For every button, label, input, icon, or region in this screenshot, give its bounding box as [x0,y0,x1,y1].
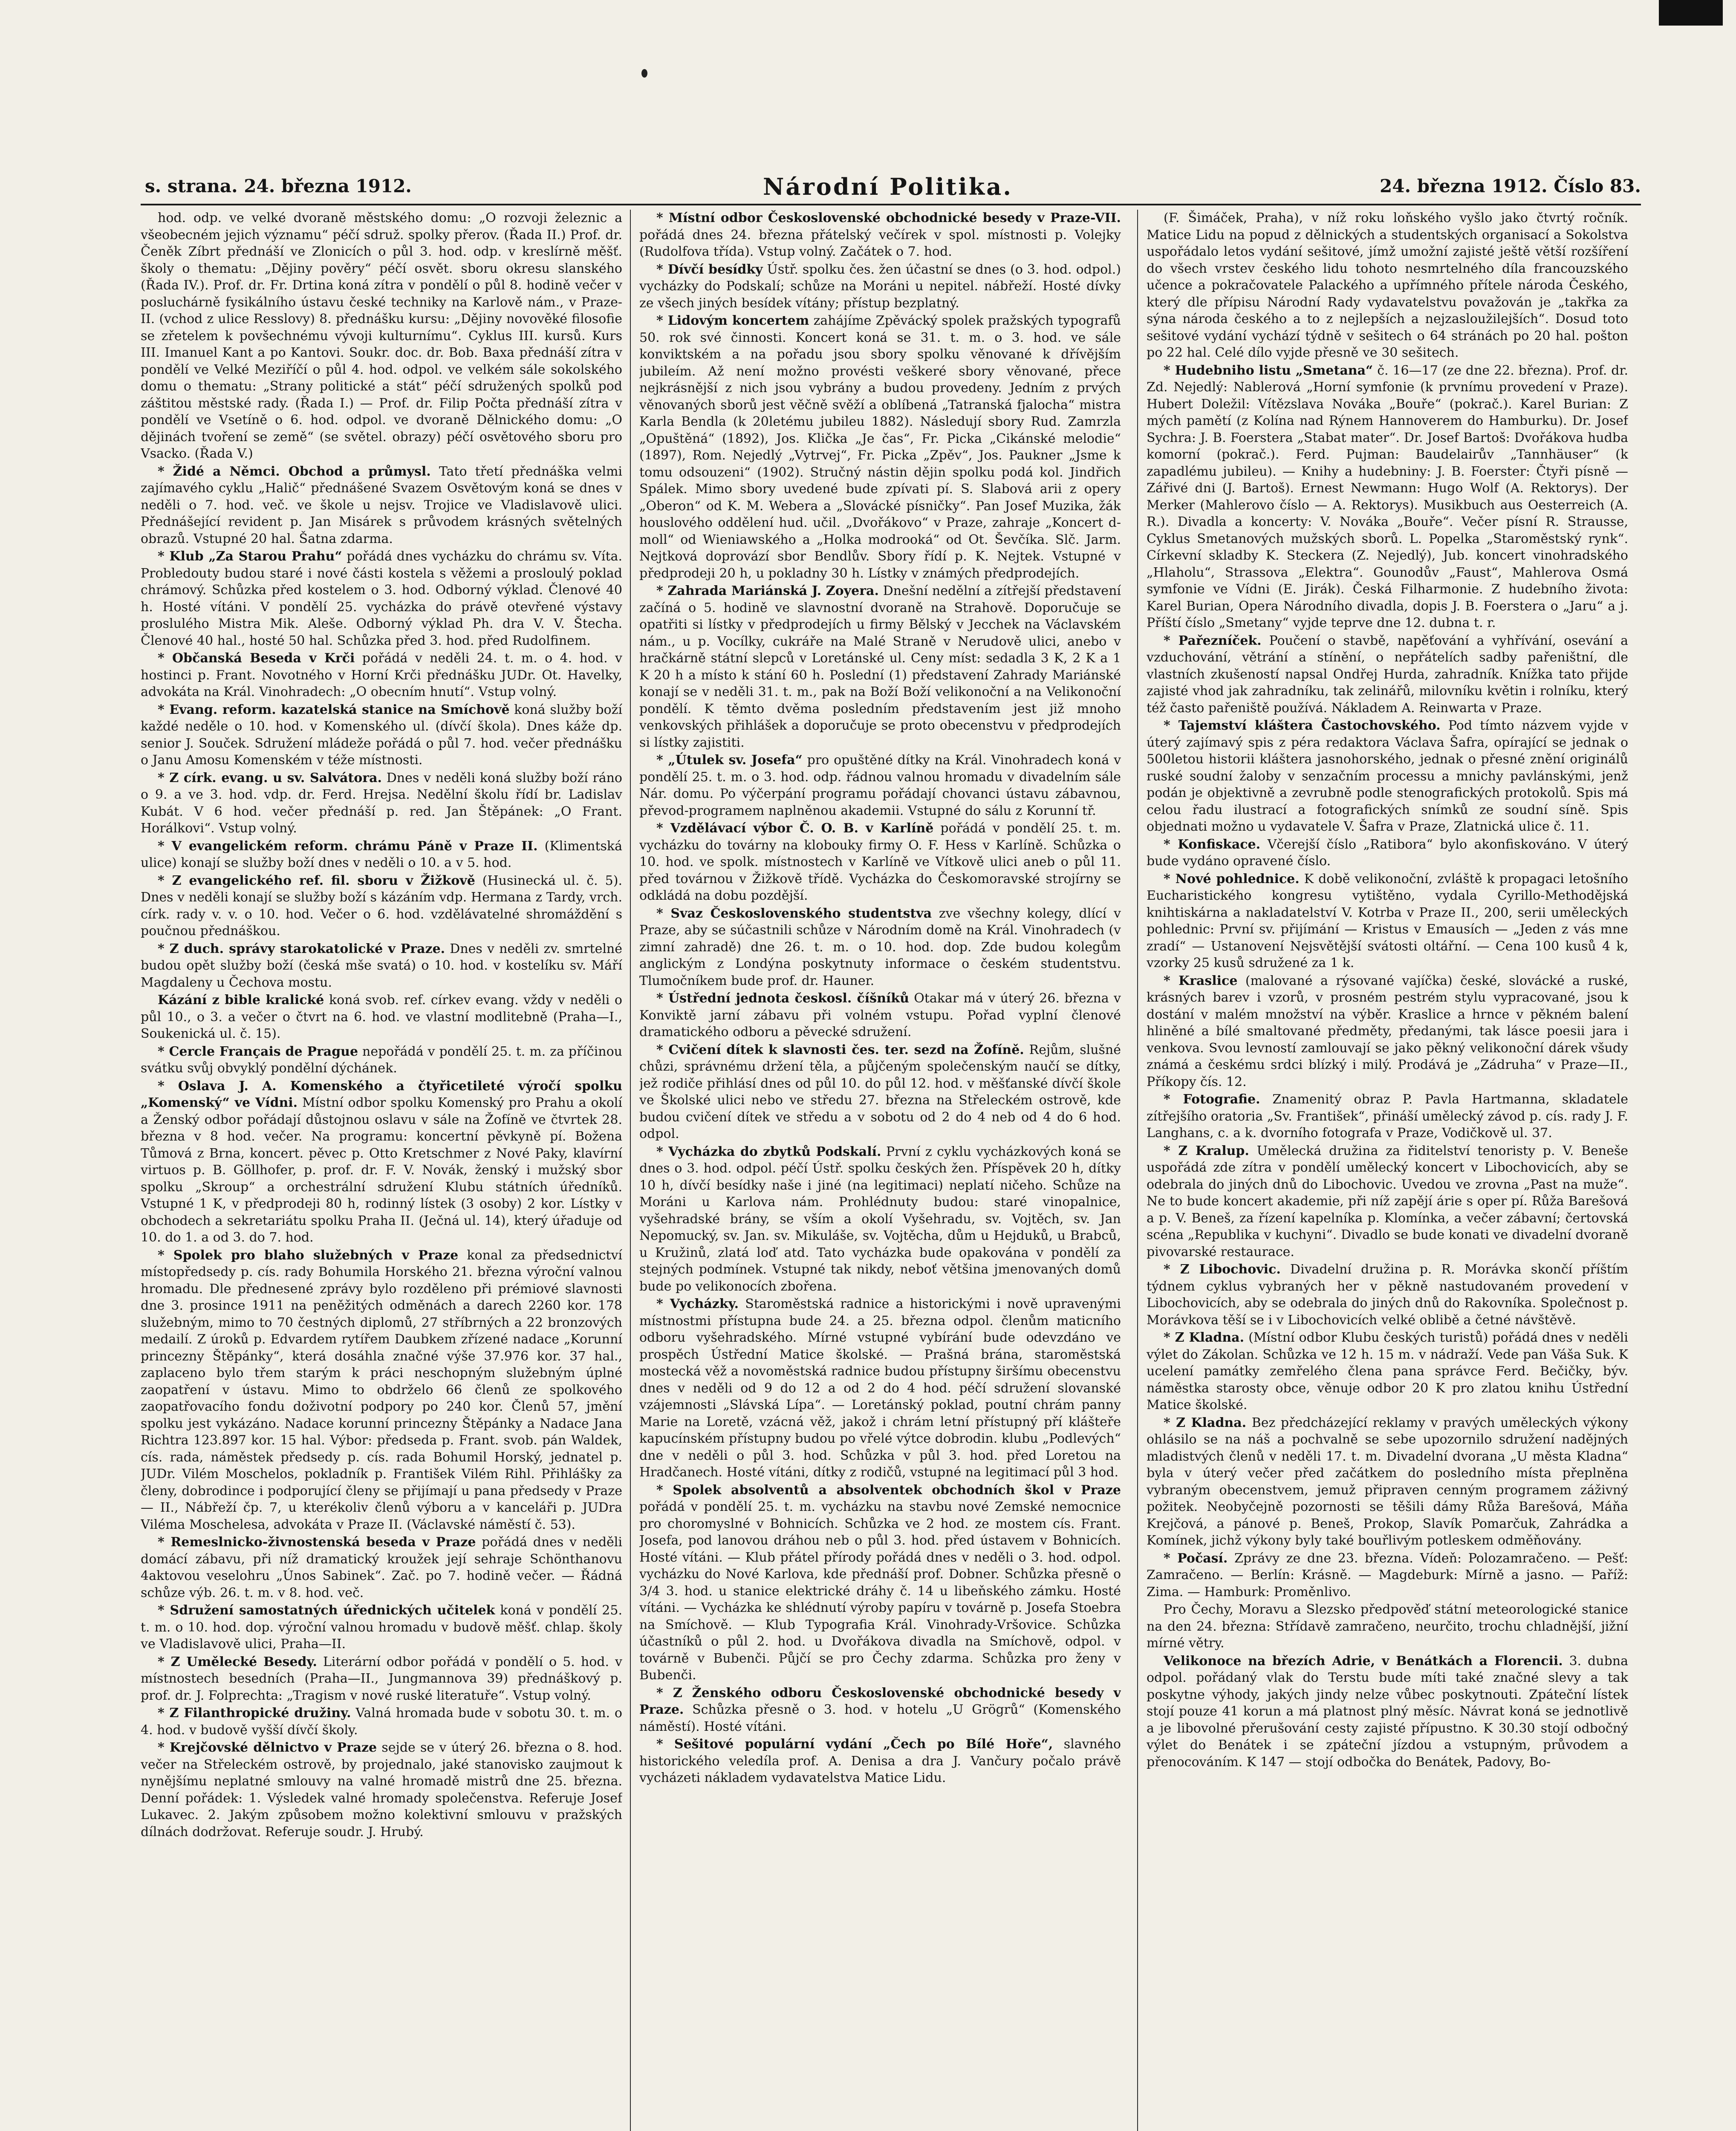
article-paragraph [141,1654,622,1704]
article-paragraph [639,1685,1121,1735]
column-divider [1137,210,1138,2131]
article-heading: * Vycházka do zbytků Podskalí. [656,1144,881,1159]
article-paragraph [639,1042,1121,1143]
article-text: Schůzka přesně o 3. hod. v hotelu „U Grögrů“ (Komenského náměstí). Hosté vítáni. [639,1702,1121,1734]
article-text: (Husinecká ul. č. 5). Dnes v neděli konají se služby boží s kázáním vdp. Hermana z Tardy, vrch. círk. rady v. v. o 10. hod. Večer o 6. hod. vzdělávatelné shromáždění s poučnou přednáškou. [141,873,622,938]
article-paragraph [1147,1143,1628,1261]
article-heading: * „Útulek sv. Josefa“ [656,753,803,768]
article-text: Znamenitý obraz P. Pavla Hartmanna, skladatele zítřejšího oratoria „Sv. František“, přináší umělecký závod p. cís. rady J. F. Langhans, c. a k. dvorního fotografa v Praze, Vodičkově ul. 37. [1147,1092,1628,1141]
article-heading: * Z Libochovic. [1164,1262,1281,1277]
article-paragraph [1147,836,1628,870]
article-heading: * Z Umělecké Besedy. [158,1654,317,1669]
article-text: Divadelní družina p. R. Morávka skončí příštím týdnem cyklus vybraných her v pěkně nastudovaném provedení v Libochovicích, aby se odebrala do jiných dnů do Rakovníka. Společnost p. Morávkova těší se i v Libochovicích velké oblibě a četné návštěvě. [1147,1262,1628,1328]
article-paragraph [639,1482,1121,1684]
article-heading: * Nové pohlednice. [1164,871,1300,886]
article-heading: * Spolek pro blaho služebných v Praze [158,1247,459,1263]
article-heading: * Konfiskace. [1164,837,1261,852]
article-paragraph [639,312,1121,582]
article-heading: * Sdružení samostatných úřednických učitelek [158,1603,495,1618]
article-text: Dnes v neděli zv. smrtelné budou opět služby boží (česká mše svatá) o 10. hod. v kostelíku sv. Máří Magdaleny u Čechova mostu. [141,941,622,990]
article-heading: * Z evangelického ref. fil. sboru v Žižkově [158,873,475,888]
article-text: Bez předcházející reklamy v pravých uměleckých výkony ohlásilo se na náš a pochvalně se sebe upozornilo sdružení nadějných mladistvých členů v neděli 17. t. m. Divadelní dvorana „U města Kladna“ byla v úterý večer před začátkem do posledního místa přeplněna vybraným obecenstvem, jemuž připraven cenným programem záživný požitek. Neobyčejně pozornosti se těšili dámy Růža Barešová, Máňa Krejčová, a pánové p. Beneš, Prokop, Slavík Pomarčuk, Zahrádka a Komínek, jichž výkony byly také bouřlivým potleskem odměňovány. [1147,1415,1628,1548]
article-text: pořádá dnes vycházku do chrámu sv. Víta. Probledouty budou staré i nové části kostela s věžemi a prosloulý poklad chrámový. Schůzka před kostelem o 3. hod. Odborný výklad. Členové 40 h. Hosté vítáni. V pondělí 25. vycházka do právě otevřené výstavy proslulého Mistra Mik. Aleše. Odborný výklad Ph. dra V. V. Štecha. Členové 40 hal., hosté 50 hal. Schůzka před 3. hod. před Rudolfinem. [141,549,622,648]
article-paragraph [141,1602,622,1653]
article-paragraph [639,261,1121,312]
article-heading: * Kraslice [1164,973,1238,988]
article-text: (malované a rýsované vajíčka) české, slovácké a ruské, krásných barev i vzorů, v prosném pestrém stylu vypracované, jsou k dostání v malém množství na výběr. Kraslice a hrnce v pěkném balení hliněné a bílé smaltované předměty, předanými, tak lásce poesii jara i venkova. Svou levností zamlouvají se jako pěkný velikonoční dárek všudy známá a českému srdci blízký i milý. Prodává je „Zádruha“ v Praze—II., Příkopy čís. 12. [1147,973,1628,1089]
article-paragraph [1147,210,1628,361]
article-paragraph [141,992,622,1042]
article-text: (F. Šimáček, Praha), v níž roku loňského vyšlo jako čtvrtý ročník. Matice Lidu na popud z dělnických a studentských organisací a Sokolstva uspořádalo letos vydání sešitové, jímž umožní zajisté ještě větší rozšíření do všech vrstev českého lidu tohoto nesmrtelného díla francouzského učence a pokračovatele Palackého a upřímného přítele národa Českého, který dle přípisu Národní Rady vydavatelstvu považován je „takřka za sýna národa českého a to z nejlepších a nejzasloužilejších“. Dosud toto sešitové vydání vychází týdně v sešitech o 64 stránách po 20 hal. pošton po 22 hal. Celé dílo vyjde přesně ve 30 sešitech. [1147,211,1628,360]
article-text: Otakar má v úterý 26. března v Konviktě jarní zábavu při volném vstupu. Pořad vyplní členové dramatického odboru a pěvecké sdružení. [639,991,1121,1040]
article-paragraph [141,210,622,462]
article-paragraph [141,463,622,548]
article-heading: * Cvičení dítek k slavnosti čes. ter. sezd na Žofíně. [656,1042,1024,1057]
article-paragraph [141,548,622,649]
scan-speck [641,69,647,78]
article-paragraph [141,872,622,940]
article-heading: * Ústřední jednota českosl. číšníků [656,991,909,1006]
article-text: Ústř. spolku čes. žen účastní se dnes (o 3. hod. odpol.) vycházky do Podskalí; schůze na Moráni u nepitel. nábřeží. Hosté dívky ze všech jiných besídek vítány; přístup bezplatný. [639,262,1121,311]
masthead-title: Národní Politika. [763,173,1013,200]
article-text: Dnes v neděli koná služby boží ráno o 9. a ve 3. hod. vdp. dr. Ferd. Hrejsa. Nedělní školu řídí br. Ladislav Kubát. V 6 hod. večer přednáší p. red. Jan Štěpánek: „O Frant. Horálkovi“. Vstup volný. [141,770,622,836]
article-heading: * Klub „Za Starou Prahu“ [158,549,342,564]
article-heading: * Z Kralup. [1164,1143,1249,1158]
article-heading: * Z Filanthropické družiny. [158,1706,351,1721]
article-heading: * Svaz Československého studentstva [656,906,932,921]
article-paragraph [1147,1329,1628,1414]
article-heading: * Z Ženského odboru Československé obchodnické besedy v Praze. [639,1685,1121,1717]
article-paragraph [1147,632,1628,717]
article-text: Včerejší číslo „Ratibora“ bylo akonfiskováno. V úterý bude vydáno opravené číslo. [1147,837,1628,869]
article-text: K době velikonoční, zvláště k propagaci letošního Eucharistického kongresu vytištěno, vydala Cyrillo-Methodějská knihtiskárna a nakladatelství V. Kotrba v Praze II., 200, serii uměleckých pohlednic: První sv. přijímání — Kristus v Emausích — „Jeden z vás mne zradí“ — Ustanovení Nejsvětější svátosti oltářní. — Cena 100 kusů 4 k, vzorky 25 kusů sdružené za 1 k. [1147,871,1628,970]
article-text: Staroměstská radnice a historickými i nově upravenými místnostmi přístupna bude 24. a 25. března odpol. členům maticního odboru vyšehradského. Mírné vstupné vybírání bude odevzdáno ve prospěch Ústřední Matice školské. — Prašná brána, staroměstská mostecká věž a novoměstská radnice budou přístupny širšímu obecenstvu dnes v neděli od 9 do 12 a od 2 do 4 hod. péčí sdružení slovanské vzájemnosti „Slávská Lípa“. — Loretánský poklad, poutní chrám panny Marie na Loretě, vzácná věž, jakož i chrám letní přístupný pří klášteře kapucínském přístupny budou po vřelé výtce dobrodin. klubu „Podlevých“ dne v neděli o půl 3. hod. Schůzka v půl 3. hod. před Loretou na Hradčanech. Hosté vítáni, dítky z rodičů, vstupné na legitimací půl 3 hod. [639,1297,1121,1480]
article-text: Pro Čechy, Moravu a Slezsko předpověď státní meteorologické stanice na den 24. března: Střídavě zamračeno, neurčito, trochu chladnější, jižní mírné větry. [1147,1602,1628,1651]
article-text: Poučení o stavbě, napěťování a vyhřívání, osevání a vzduchování, větrání a stínění, o nepřátelích sadby pařeništní, dle vlastních zkušeností napsal Ondřej Hurda, zahradník. Knížka tato přijde zajisté vhod jak zahradníku, tak zelinářů, milovníku květin i rolníku, který též často pařeniště používá. Nákladem A. Reinwarta v Praze. [1147,633,1628,716]
article-text: Umělecká družina za řiditelství tenoristy p. V. Beneše uspořádá zde zítra v pondělí umělecký koncert v Libochovicích, aby se odebrala do jiných dnů do Libochovic. Uvedou ve zrovna „Past na muže“. Ne to bude koncert akademie, při níž zapějí árie s oper pí. Růža Barešová a p. V. Beneš, za řízení kapelníka p. Klomínka, a večer zábavní; čertovská scéna „Republika v kuchyni“. Divadlo se bude konati ve divadelní dvoraně pivovarské restaurace. [1147,1143,1628,1259]
article-text: (Místní odbor Klubu českých turistů) pořádá dnes v neděli výlet do Zákolan. Schůzka ve 12 h. 15 m. v nádraží. Vede pan Váša Suk. K ucelení památky zemřelého člena pana správce Ferd. Bečičky, býv. náměstka starosty obce, věnuje odbor 20 K pro zlatou knihu Ústřední Matice školské. [1147,1330,1628,1412]
article-heading: Kázání z bible kralické [158,993,324,1008]
article-paragraph [639,990,1121,1041]
article-heading: * Spolek absolventů a absolventek obchodních škol v Praze [656,1482,1121,1498]
article-text: 3. dubna odpol. pořádaný vlak do Terstu bude míti také značné slevy a tak poskytne výhody, jakých jindy nelze vůbec poskytnouti. Zpáteční lístek stojí pouze 41 korun a má platnost plný měsíc. Návrat koná se jednotlivě a je libovolné přerušování cesty zajisté přípustno. K 30.30 stojí odbočný výlet do Benátek i se zpáteční jízdou a vstupným, průvodem a přenocováním. K 147 — stojí odbočka do Benátek, Padovy, Bo- [1147,1653,1628,1770]
article-paragraph [141,650,622,701]
article-heading: * Evang. reform. kazatelská stanice na Smíchově [158,702,510,717]
scan-edge-mark [1659,0,1723,26]
article-paragraph [639,752,1121,819]
article-paragraph [1147,1601,1628,1652]
article-heading: * V evangelickém reform. chrámu Páně v Praze II. [158,838,538,854]
article-paragraph [639,1736,1121,1787]
header-issue-number: 24. března 1912. Číslo 83. [1380,176,1641,196]
article-heading: * Tajemství kláštera Častochovského. [1164,718,1441,733]
article-text: Tato třetí přednáška velmi zajímavého cyklu „Halič“ přednášené Svazem Osvětovým koná se dnes v neděli o 7. hod. več. ve škole u nejsv. Trojice ve Vladislavově ulici. Přednášející revident p. Jan Misárek s průvodem krásných světelných obrazů. Vstupné 20 hal. Šatna zdarma. [141,464,622,546]
article-heading: * Z círk. evang. u sv. Salvátora. [158,770,382,785]
article-paragraph [1147,1091,1628,1142]
article-paragraph [639,1296,1121,1481]
article-heading: * Počasí. [1164,1551,1228,1566]
page-header [145,173,1641,205]
article-paragraph [141,770,622,837]
article-heading: * Z Kladna. [1164,1415,1247,1430]
article-paragraph [1147,717,1628,835]
article-paragraph [1147,1653,1628,1771]
article-paragraph [639,905,1121,990]
article-heading: * Oslava J. A. Komenského a čtyřicetileté výročí spolku „Komenský“ ve Vídni. [141,1078,622,1110]
article-paragraph [141,1247,622,1533]
article-heading: * Občanská Beseda v Krči [158,651,355,666]
article-paragraph [141,941,622,991]
article-text: Literární odbor pořádá v pondělí o 5. hod. v místnostech besedních (Praha—II., Jungmannova 39) přednáškový p. prof. dr. J. Folprechta: „Tragism v nové ruské literatuře“. Vstup volný. [141,1654,622,1703]
article-text: pořádá dnes v neděli domácí zábavu, při níž dramatický kroužek její sehraje Schönthanovu 4aktovou veselohru „Únos Sabinek“. Zač. po 7. hodině večer. — Řádná schůze výb. 26. t. m. v 8. hod. več. [141,1535,622,1600]
article-text: pořádá v pondělí 25. t. m. vycházku do továrny na klobouky firmy O. F. Hess v Karlíně. Schůzka o 10. hod. ve spolk. místnostech v Karlíně ve Vítkově ulici aneb o půl 11. před továrnou v Žižkově třídě. Vycházka do Českomoravské strojírny se odkládá na dobu pozdější. [639,821,1121,903]
article-paragraph [141,1739,622,1840]
article-heading: * Hudebniho listu „Smetana“ [1164,363,1373,378]
article-paragraph [1147,871,1628,972]
article-paragraph [639,210,1121,260]
article-text: sejde se v úterý 26. března o 8. hod. večer na Střeleckém ostrově, by projednalo, jaké stanovisko zaujmout k nynějšímu neplatné smlouvy na valné hromadě mistrů dne 25. března. Denní pořádek: 1. Výsledek valné hromady společenstva. Referuje Josef Lukavec. 2. Jakým způsobem možno kolektivní smlouvu v pražských dílnách dodržovat. Referuje soudr. J. Hrubý. [141,1740,622,1839]
article-text: slavného historického veledíla prof. A. Denisa a dra J. Vančury počalo právě vycházeti nákladem vydavatelstva Matice Lidu. [639,1737,1121,1785]
article-heading: * Místní odbor Československé obchodnické besedy v Praze-VII. [656,211,1121,225]
article-paragraph [1147,1261,1628,1328]
article-text: (Klimentská ulice) konají se služby boží dnes v neděli o 10. a v 5. hod. [141,838,622,870]
article-text: Zprávy ze dne 23. března. Vídeň: Polozamračeno. — Pešť: Zamračeno. — Berlín: Krásně. — Magdeburk: Mírně a jasno. — Paříž: Zima. — Hamburk: Proměnlivo. [1147,1551,1628,1600]
article-heading: * Z duch. správy starokatolické v Praze. [158,941,445,956]
article-paragraph [141,1078,622,1246]
article-paragraph [141,1705,622,1738]
article-heading: * Cercle Français de Prague [158,1044,358,1059]
article-heading: * Židé a Němci. Obchod a průmysl. [158,464,431,479]
article-heading: * Z Kladna. [1164,1330,1245,1345]
article-text: Rejům, slušné chůzi, správnému držení těla, a půjčeným společenským naučí se dítky, jež rodiče přihlásí dnes od půl 10. do půl 12. hod. v měšťanské dívčí škole ve Školské ulici nebo ve středu 27. března na Střeleckém ostrově, kde budou cvičení dítek ve středu a v sobotu od 2 do 4 neb od 4 do 6 hod. odpol. [639,1042,1121,1141]
article-text: Valná hromada bude v sobotu 30. t. m. o 4. hod. v budově vyšší dívčí školy. [141,1706,622,1738]
article-text: nepořádá v pondělí 25. t. m. za příčinou svátku svůj obvyklý pondělní dýchánek. [141,1044,622,1076]
article-text: pořádá v pondělí 25. t. m. vycházku na stavbu nové Zemské nemocnice pro choromyslné v Bohnicích. Schůzka ve 2 hod. ze mostem cís. Frant. Josefa, pod lanovou dráhou neb o půl 3. hod. před ústavem v Bohnicích. Hosté vítáni. — Klub přátel přírody pořádá dnes v neděli o 3. hod. odpol. vycházku do Nové Karlova, kde přednáší prof. Dobner. Schůzka přesně o 3/4 3. hod. u stanice elektrické dráhy č. 14 u libeňského zámku. Hosté vítáni. — Vycházka ke shlédnutí výroby papíru v továrně p. Josefa Stoebra na Smíchově. — Klub Typografia Král. Vinohrady-Vršovice. Schůzka účastníků o půl 2. hod. u Dvořákova divadla na Smíchově, odpol. v továrně v Bubenči. Půjčí se pro Čechy zdarma. Schůzka pro ženy v Bubenči. [639,1499,1121,1683]
article-text: pořádá dnes 24. března přátelský večírek v spol. místnosti p. Volejky (Rudolfova třída). Vstup volný. Začátek o 7. hod. [639,227,1121,259]
article-text: č. 16—17 (ze dne 22. března). Prof. dr. Zd. Nejedlý: Nablerová „Horní symfonie (k prvnímu provedení v Praze). Hubert Doležil: Vítězslava Nováka „Bouře“ (pokrač.). Karel Burian: Z mých pamětí (z Kolína nad Rýnem Hannoverem do Hamburku). Dr. Josef Sychra: J. B. Foerstera „Stabat mater“. Dr. Josef Bartoš: Dvořákova hudba komorní (pokrač.). Ferd. Pujman: Baudelairův „Tannhäuser“ (k zapadlému jubileu). — Knihy a hudebniny: J. B. Foerster: Čtyři písně — Zářivé dni (J. Bartoš). Ernest Newmann: Hugo Wolf (A. Rektorys). Der Merker (Mahlerovo číslo — A. Rektorys). Musikbuch aus Oesterreich (A. R.). Divadla a koncerty: V. Nováka „Bouře“. Večer písní R. Strausse, Cyklus Smetanových mužských sborů. L. Popelka „Staroměstský rynk“. Církevní skladby K. Steckera (Z. Nejedlý), Jub. koncert vinohradského „Hlaholu“, Strassova „Elektra“. Gounodův „Faust“, Mahlerova Osmá symfonie ve Vídni (E. Jirák). Česká Filharmonie. Z hudebního života: Karel Burian, Opera Národního divadla, dopis J. B. Foerstera o „Jaru“ a j. Příští číslo „Smetany“ vyjde teprve dne 12. dubna t. r. [1147,363,1628,630]
article-text: Místní odbor spolku Komenský pro Prahu a okolí a Ženský odbor pořádají důstojnou oslavu v sále na Žofíně ve čtvrtek 28. března v 8 hod. večer. Na programu: koncertní pěvkyně pí. Božena Tůmová z Brna, koncert. pěvec p. Otto Kretschmer z Nové Paky, klavírní virtuos p. B. Göllhofer, p. prof. dr. F. V. Novák, ženský i mužský sbor spolku „Skroup“ a orchestrální sdružení Klubu státních úředníků. Vstupné 1 K, v předprodeji 80 h, rodinný lístek (3 osoby) 2 kor. Lístky v obchodech a sekretariátu spolku Praha II. (Ječná ul. 14), který úřaduje od 10. do 1. a od 3. do 7. hod. [141,1095,622,1245]
article-text: koná služby boží každé neděle o 10. hod. v Komenského ul. (dívčí škola). Dnes káže dp. senior J. Souček. Sdružení mládeže pořádá o půl 7. hod. večer přednášku o Janu Amosu Komenském v téže místnosti. [141,702,622,768]
article-heading: * Vzdělávací výbor Č. O. B. v Karlíně [656,821,934,836]
article-heading: * Fotografie. [1164,1092,1260,1107]
column-3 [1147,210,1628,2131]
article-text: Pod tímto názvem vyjde v úterý zajímavý spis z péra redaktora Václava Šafra, opírající se jednak o 500letou historii kláštera jasnohorského, jednak o přesné znění originálů ruské soudní žaloby v senzačním processu a mnichy pavlánskými, jenž podán je objektivně a zevrubně podle stenografických protokolů. Spis má celou řadu ilustrací a fotografických snímků ze soudní síně. Spis objednati možno u vydavatele V. Šafra v Praze, Zlatnická ulice č. 11. [1147,718,1628,834]
article-paragraph [639,820,1121,904]
article-heading: * Sešitové populární vydání „Čech po Bílé Hoře“, [656,1737,1053,1752]
article-paragraph [1147,362,1628,632]
article-text: koná svob. ref. církev evang. vždy v neděli o půl 10., o 3. a večer o čtvrt na 6. hod. ve vlastní modlitebně (Praha—I., Soukenická ul. č. 15). [141,993,622,1041]
column-1 [141,210,622,2131]
article-text: pro opuštěné dítky na Král. Vinohradech koná v pondělí 25. t. m. o 3. hod. odp. řádnou valnou hromadu v divadelním sále Nár. domu. Po výčerpání programu pořádají chovanci ústavu zábavnou, převod-programem naplněnou akademii. Vstupné do sálu z Korunní tř. [639,753,1121,818]
article-paragraph [141,838,622,872]
article-paragraph [1147,1415,1628,1549]
article-text: Dnešní nedělní a zítřejší představení začíná o 5. hodině ve slavnostní dvoraně na Strahově. Doporučuje se opatřiti si lístky v předprodejích u firmy Bělský v Jecchek na Václavském nám., u p. Vocílky, cukráře na Malé Straně v Nerudově ulici, anebo v hračkárně státní slepců v Loretánské ul. Ceny míst: sedadla 3 K, 2 K a 1 K 20 h a místo k stání 60 h. Poslední (1) představení Zahrady Mariánské konají se v neděli 31. t. m., pak na Boží Boží velikonoční a na Velikonoční pondělí. K těmto dvěma posledním představením jest již mnoho venkovských přihlášek a doporučuje se proto obecenstvu v předprodejích si lístky zajistiti. [639,583,1121,750]
article-paragraph [639,583,1121,751]
article-heading: * Lidovým koncertem [656,313,809,328]
column-divider [630,210,631,2131]
article-text: zahájíme Zpěvácký spolek pražských typografů 50. rok své činnosti. Koncert koná se 31. t. m. o 3. hod. ve sále konviktském a na pořadu jsou sbory spolku věnované k dřívějším jubileím. Až není možno provésti veškeré sbory věnované, přece nejkrásnější z nich jsou vybrány a budou provedeny. Jedním z prvých věnovaných sborů jest věčně svěží a oblíbená „Tatranská fjalocha“ mistra Karla Bendla (k 20letému jubileu 1882). Následují sbory Rud. Zamrzla „Opuštěná“ (1892), Jos. Klička „Je čas“, Fr. Picka „Cikánské melodie“ (1897), Rom. Nejedlý „Vytrvej“, Fr. Picka „Zpěv“, Jos. Paukner „Jsme k tomu odsouzeni“ (1902). Stručný nástin dějin spolku podá kol. Jindřich Spálek. Mimo sbory uvedené bude zpívati pí. S. Slabová arii z opery „Oberon“ od K. M. Webera a „Slovácké písničky“. Pan Josef Muzika, žák houslového oddělení hud. učil. „Dvořákovo“ v Praze, zahraje „Koncert d-moll“ od Wieniawského a „Holka modrooká“ od Ot. Ševčíka. Slč. Jarm. Nejtková doprovází sbor Bendlův. Sbory řídí p. K. Nejtek. Vstupné v předprodeji 20 h, u pokladny 30 h. Lístky v známých předprodejích. [639,313,1121,581]
article-heading: * Dívčí besídky [656,262,763,277]
article-paragraph [1147,973,1628,1091]
article-heading: Velikonoce na březích Adrie, v Benátkách a Florencii. [1164,1653,1563,1669]
article-text: hod. odp. ve velké dvoraně městského domu: „O rozvoji železnic a všeobecném jejich významu“ péčí sdruž. spolky přerov. (Řada II.) Prof. dr. Čeněk Zíbrt přednáší ve Zlonicích o půl 3. hod. odp. v kreslírně měšť. školy o thematu: „Dějiny pověry“ péčí osvět. sboru okresu slanského (Řada IV.). Prof. dr. Fr. Drtina koná zítra v pondělí o půl 8. hodině večer v posluchárně fysikálního ústavu české techniky na Karlově nám., v Praze-II. (vchod z ulice Resslovy) 8. přednášku kursu: „Dějiny novověké filosofie se zřetelem k povšechnému vývoji kulturnímu“. Cyklus III. kursů. Kurs III. Imanuel Kant a po Kantovi. Soukr. doc. dr. Bob. Baxa přednáší zítra v pondělí ve Velké Meziříčí o půl 4. hod. odpol. ve velkém sále sokolského domu o thematu: „Strany politické a stát“ péčí sdružených spolků pod záštitou městské rady. (Řada I.) — Prof. dr. Filip Počta přednáší zítra v pondělí ve Vsetíně o 6. hod. odpol. ve dvoraně Dělnického domu: „O dějinách tvoření se země“ (se světel. obrazy) péčí osvětového sboru pro Vsacko. (Řada V.) [141,211,622,461]
article-heading: * Remeslnicko-živnostenská beseda v Praze [158,1535,476,1550]
article-heading: * Krejčovské dělnictvo v Praze [158,1740,377,1755]
column-2 [639,210,1121,2131]
article-paragraph [141,1043,622,1077]
article-paragraph [639,1143,1121,1295]
article-paragraph [1147,1550,1628,1601]
header-rule [141,204,1641,205]
article-heading: * Vycházky. [656,1297,739,1311]
article-paragraph [141,702,622,769]
article-text: zve všechny kolegy, dlící v Praze, aby se súčastnili schůze v Národním domě na Král. Vinohradech (v zimní zahradě) dne 26. t. m. o 10. hod. dop. Zde budou kolegům anglickým z Londýna poskytnuty informace o českém studentstvu. Tlumočníkem bude prof. dr. Hauner. [639,906,1121,988]
article-text: koná v pondělí 25. t. m. o 10. hod. dop. výroční valnou hromadu v budově měšť. chlap. školy ve Vladislavově ulici, Praha—II. [141,1603,622,1652]
header-page-date: s. strana. 24. března 1912. [145,176,412,196]
article-text: konal za předsednictví místopředsedy p. cís. rady Bohumila Horského 21. března výroční valnou hromadu. Dle přednesené zprávy bylo rozděleno při prémiové slavnosti dne 3. prosince 1911 na peněžitých odměnách a darech 2260 kor. 178 služebným, mimo to 70 čestných diplomů, 27 stříbrných a 22 bronzových medailí. Z úroků p. Edvardem rytířem Daubkem zřízené nadace „Korunní princezny Štěpánky“, která dosáhla značné výše 37.976 kor. 37 hal., zaplaceno bylo třem starým k práci neschopným služebným úplné zaopatření v ústavu. Mimo to obdrželo 66 členů ze spolkového zaopatřovacího fondu doživotní podpory po 240 kor. Členů 57, jmění spolku jest vykázáno. Nadace korunní princezny Štěpánky a Nadace Jana Richtra 123.897 kor. 15 hal. Výbor: předseda p. Frant. svob. pán Waldek, cís. rada, náměstek předsedy p. cís. rada Bohumil Horský, jednatel p. JUDr. Vilém Moschelos, pokladník p. František Vilém Rihl. Přihlášky za členy, dobrodince i podporující členy se přijímají u pana předsedy v Praze — II., Nábřeží čp. 7, u kterékoliv členů výboru a v kanceláři p. JUDra Viléma Moschelesa, advokáta v Praze II. (Václavské náměstí č. 53). [141,1247,622,1532]
article-heading: * Pařezníček. [1164,633,1262,648]
article-text: pořádá v neděli 24. t. m. o 4. hod. v hostinci p. Frant. Novotného v Horní Krči přednášku JUDr. Ot. Havelky, advokáta na Král. Vinohradech: „O obecním hnutí“. Vstup volný. [141,651,622,699]
article-text: První z cyklu vycházkových koná se dnes o 3. hod. odpol. péčí Ústř. spolku českých žen. Příspěvek 20 h, dítky 10 h, dívčí besídky naše i jiné (na legitimaci) neplatí ničeho. Schůze na Moráni u Karlova nám. Prohlédnuty budou: staré vinopalnice, vyšehradské brány, se vším a okolí Vyšehradu, sv. Vojtěch, sv. Jan Nepomucký, sv. Jan. sv. Mikuláše, sv. Vojtěcha, dům u Hejduků, u Brabců, u Kružinů, zlatá loď atd. Tato vycházka bude opakována v pondělí za stejných podmínek. Vstupné tak nikdy, neboť většina jmenovaných domů bude po velikonocích zbořena. [639,1144,1121,1294]
article-paragraph [141,1534,622,1601]
article-heading: * Zahrada Mariánská J. Zoyera. [656,583,879,598]
